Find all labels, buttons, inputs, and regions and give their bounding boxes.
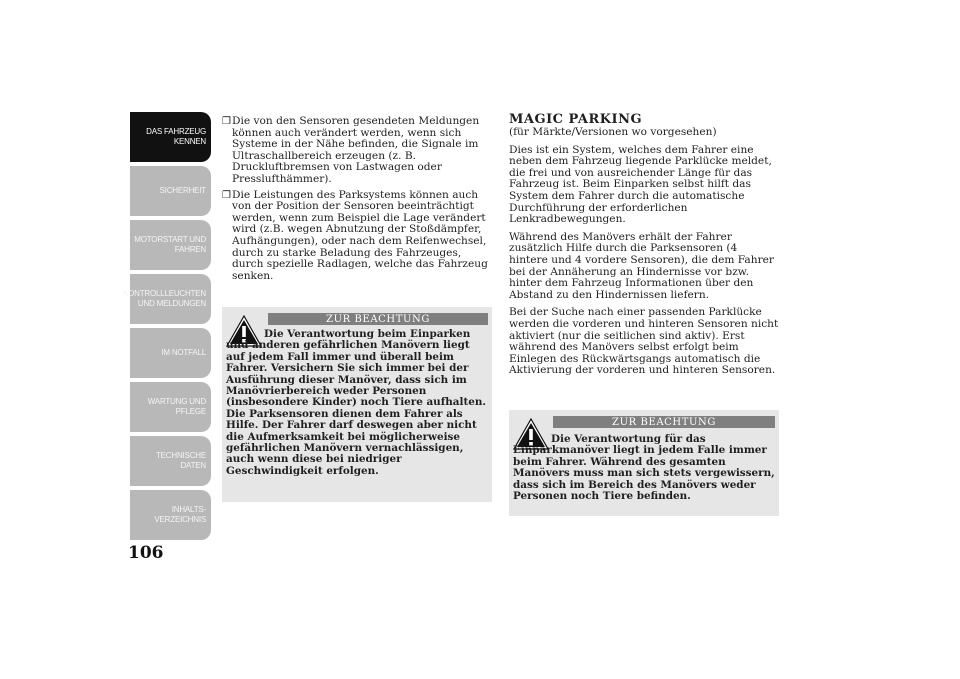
list-item-text: Die von den Sensoren gesendeten Meldungen können auch verändert werden, wenn sich Systeme in der Nähe befinden, die Signale im Ultraschallbereich erzeugen (z. B. Druckluftbremsen von Lastwagen oder Presslufthämmer). — [232, 115, 480, 185]
checkbox-bullet-icon: ❒ — [222, 189, 231, 201]
list-item — [222, 116, 490, 186]
tab-label: IM NOTFALL — [161, 348, 206, 358]
left-column — [222, 116, 490, 286]
tab-label: TECHNISCHE DATEN — [155, 451, 206, 470]
warning-box — [509, 410, 779, 516]
paragraph: Dies ist ein System, welches dem Fahrer eine neben dem Fahrzeug liegende Parklücke meldet, die frei und von ausreichender Länge für das Fahrzeug ist. Beim Einparken selbst hilft das System dem Fahrer durch die automatische Durchführung der erforderlichen Lenkradbewegungen. — [509, 143, 772, 226]
tab-wartung-und-pflege[interactable] — [130, 382, 211, 432]
section-title: MAGIC PARKING — [509, 112, 643, 127]
warning-heading: ZUR BEACHTUNG — [268, 313, 488, 325]
tab-inhaltsverzeichnis[interactable] — [130, 490, 211, 540]
tab-technische-daten[interactable] — [130, 436, 211, 486]
tab-im-notfall[interactable] — [130, 328, 211, 378]
tab-label: SICHERHEIT — [159, 186, 206, 196]
chapter-sidebar — [122, 112, 211, 544]
tab-label: INHALTS-VERZEICHNIS — [154, 505, 206, 524]
list-item — [222, 190, 490, 283]
tab-label: WARTUNG UND PFLEGE — [147, 397, 206, 416]
tab-label: MOTORSTART UND FAHREN — [134, 235, 206, 254]
warning-heading: ZUR BEACHTUNG — [553, 416, 775, 428]
tab-kontrollleuchten[interactable] — [122, 274, 211, 324]
page-number: 106 — [128, 543, 164, 563]
tab-das-fahrzeug-kennen[interactable] — [130, 112, 211, 162]
tab-label: KONTROLLLEUCHTEN UND MELDUNGEN — [122, 289, 206, 308]
list-item-text: Die Leistungen des Parksystems können auch von der Position der Sensoren beeinträchtigt werden, wenn zum Beispiel die Lage verändert wird (z.B. wegen Abnutzung der Stoßdämpfer, Aufhängungen), oder nach dem Reifenwechsel, durch zu starke Beladung des Fahrzeuges, durch spezielle Radlagen, welche das Fahrzeug senken. — [232, 188, 488, 282]
paragraph: Während des Manövers erhält der Fahrer zusätzlich Hilfe durch die Parksensoren (4 hintere und 4 vordere Sensoren), die dem Fahrer bei der Annäherung an Hindernisse vor bzw. hinter dem Fahrzeug Informationen über den Abstand zu den Hindernissen liefern. — [509, 230, 774, 301]
paragraph: Bei der Suche nach einer passenden Parklücke werden die vorderen und hinteren Sensoren nicht aktiviert (nur die seitlichen sind aktiv). Erst während des Manövers selbst erfolgt beim Einlegen des Rückwärtsgangs automatisch die Aktivierung der vorderen und hinteren Sensoren. — [509, 306, 779, 377]
right-column — [509, 113, 779, 383]
warning-box — [222, 307, 492, 502]
warning-text: Die Verantwortung beim Einparken und anderen gefährlichen Manövern liegt auf jedem Fall immer und überall beim Fahrer. Versichern Sie sich immer bei der Ausführung dieser Manöver, dass sich im Manövrierbereich weder Personen (insbesondere Kinder) noch Tiere aufhalten. Die Parksensoren dienen dem Fahrer als Hilfe. Der Fahrer darf deswegen aber nicht die Aufmerksamkeit bei möglicherweise gefährlichen Manövern vernachlässigen, auch wenn diese bei niedriger Geschwindigkeit erfolgen. — [226, 328, 487, 477]
warning-text: Die Verantwortung für das Einparkmanöver liegt in jedem Falle immer beim Fahrer. Während des gesamten Manövers muss man sich stets vergewissern, dass sich im Bereich des Manövers weder Personen noch Tiere befinden. — [513, 433, 775, 503]
section-subtitle: (für Märkte/Versionen wo vorgesehen) — [509, 126, 717, 138]
checkbox-bullet-icon: ❒ — [222, 116, 231, 127]
tab-sicherheit[interactable] — [130, 166, 211, 216]
tab-label: DAS FAHRZEUG KENNEN — [146, 127, 206, 146]
tab-motorstart-und-fahren[interactable] — [130, 220, 211, 270]
